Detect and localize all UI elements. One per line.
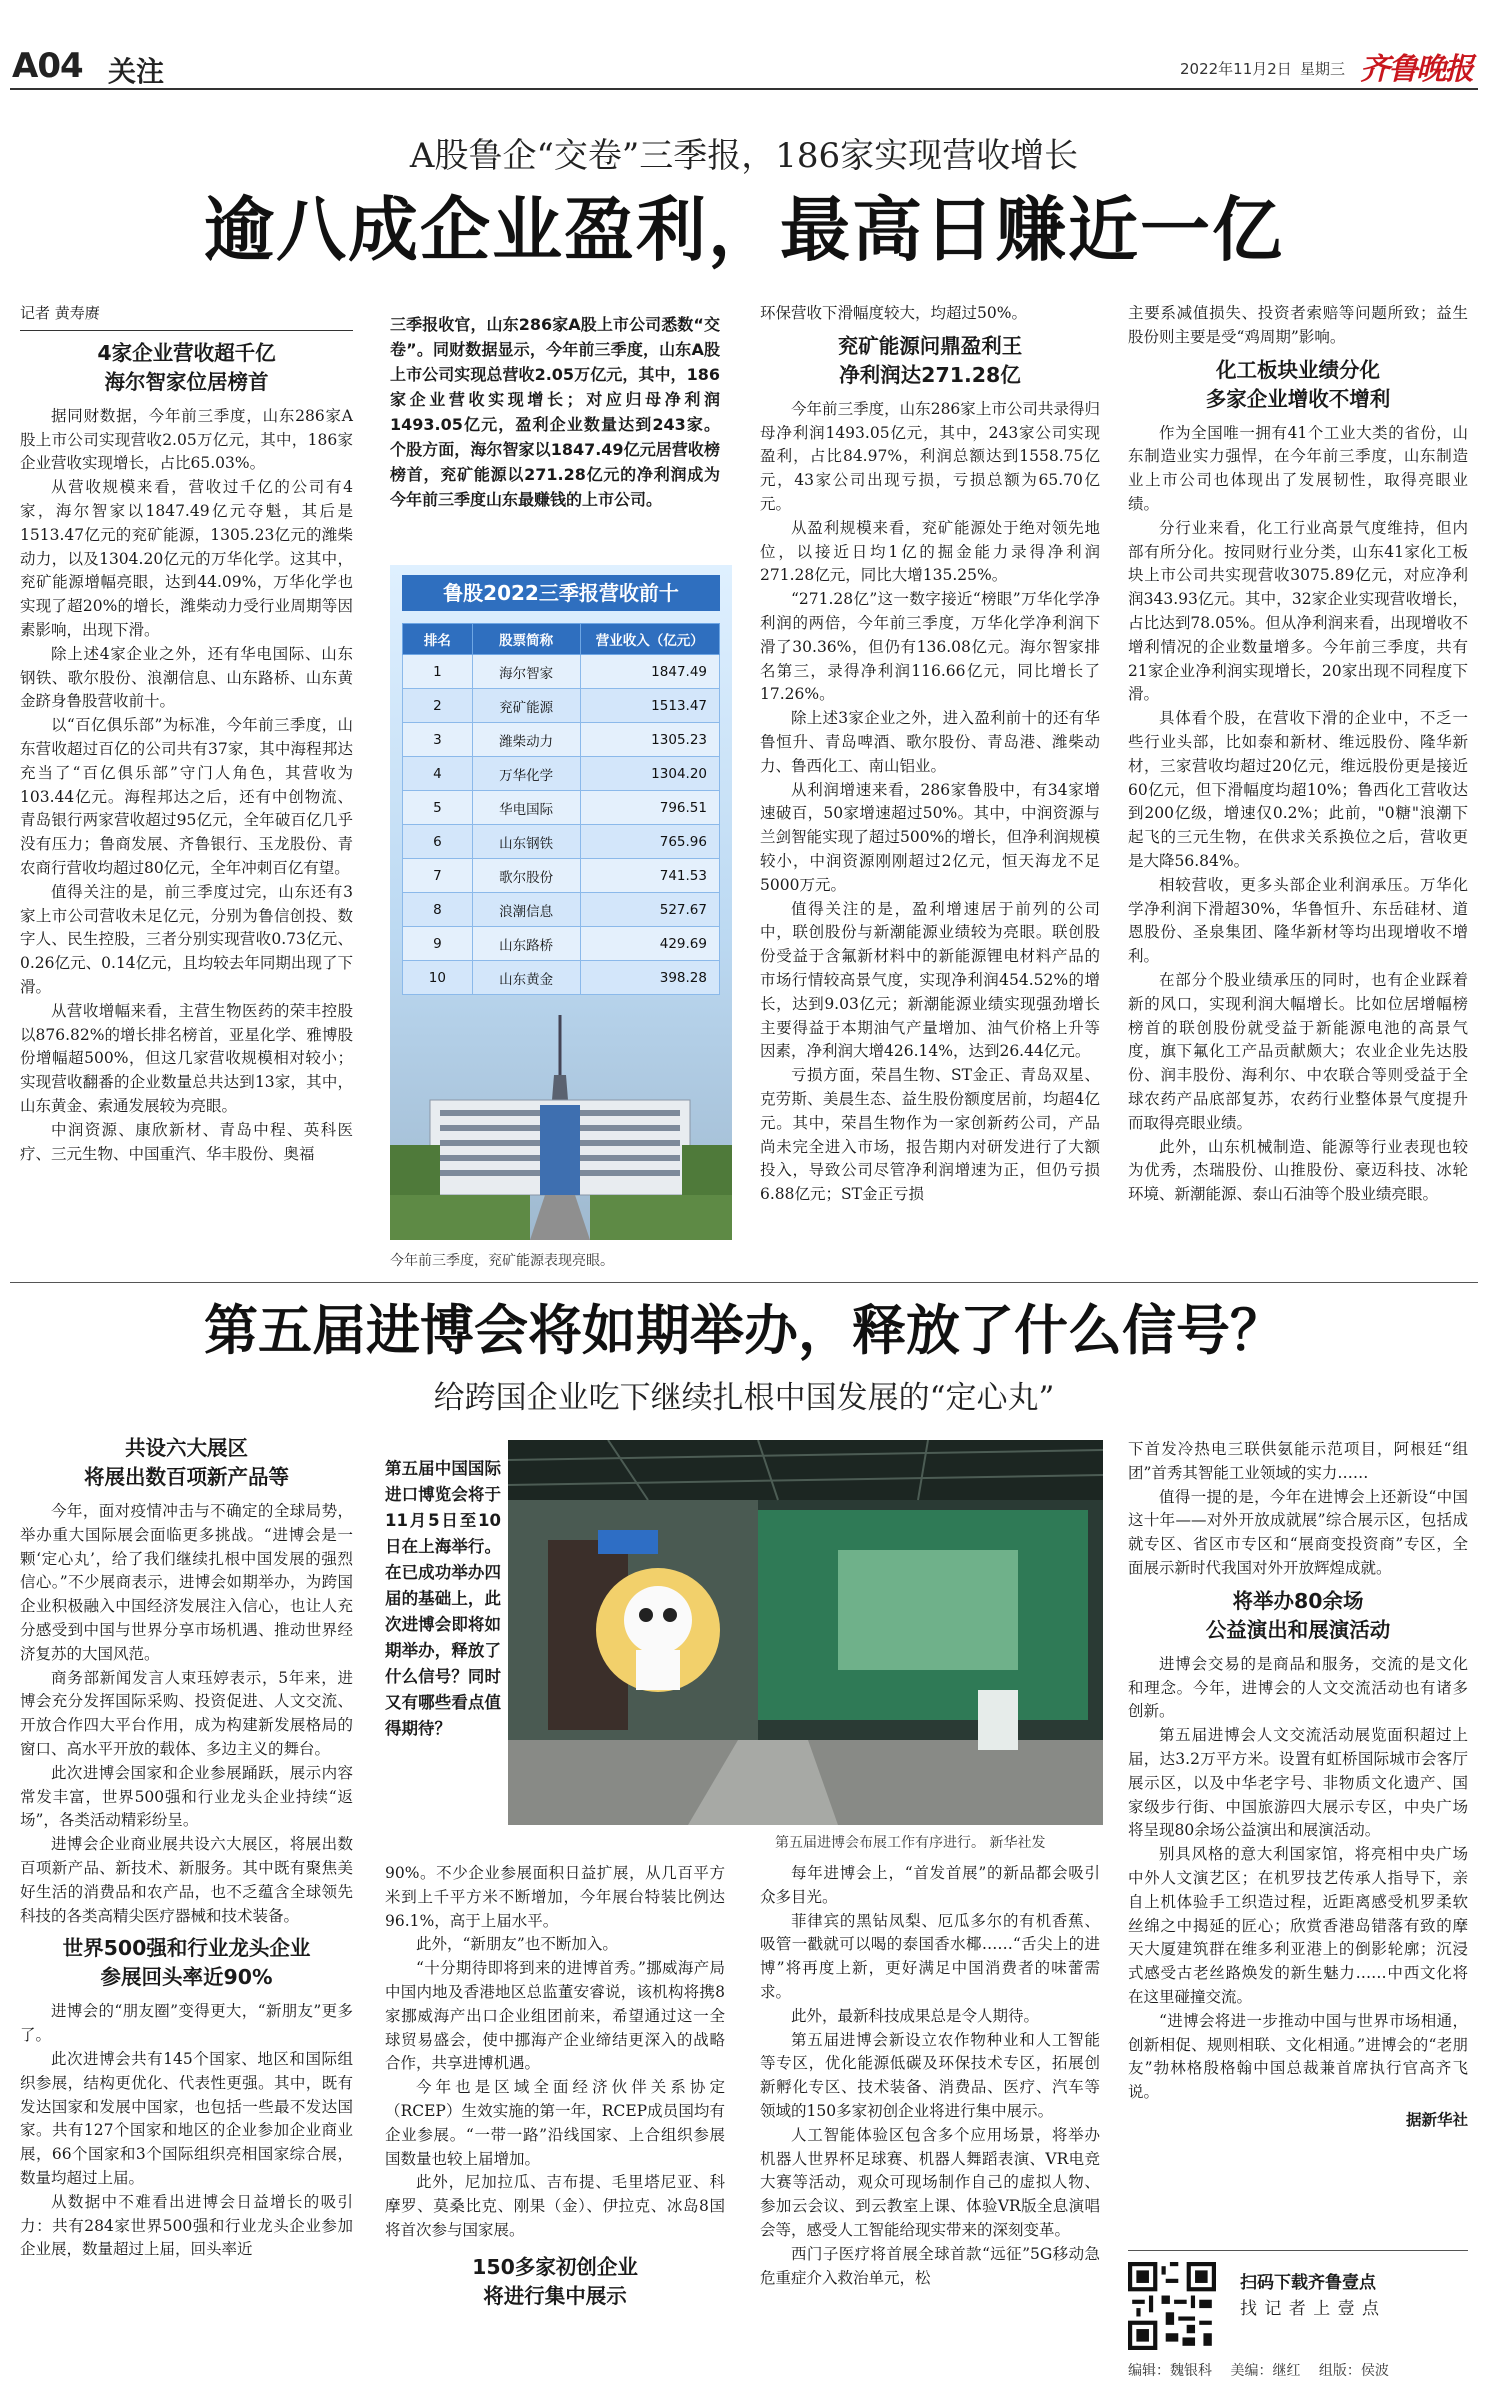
paragraph: 值得关注的是，盈利增速居于前列的公司中，联创股份与新潮能源业绩较为亮眼。联创股份受益于含氟新材料中的新能源锂电材料产品的市场行情较高景气度，实现净利润454.52%的增长，达到9.03亿元；新潮能源业绩实现强劲增长主要得益于本期油气产量增加、油气价格上升等因素，净利润大增426.14%，达到26.44亿元。	[760, 899, 1100, 1061]
paragraph: 值得一提的是，今年在进博会上还新设“中国这十年——对外开放成就展”综合展示区，包括成就专区、省区市专区和“展商变投资商”专区，全面展示新时代我国对外开放辉煌成就。	[1128, 1487, 1468, 1577]
story2-column-1	[20, 1428, 353, 2262]
story2-column-2	[385, 1862, 725, 2319]
story1-subhead-2: 兖矿能源问鼎盈利王 净利润达271.28亿	[837, 333, 1023, 387]
story1-headline: 逾八成企业盈利，最高日赚近一亿	[204, 188, 1284, 271]
table-row: 7 歌尔股份 741.53	[403, 859, 720, 893]
story1-subhead-3: 化工板块业绩分化 多家企业增收不增利	[1205, 357, 1391, 411]
paragraph: 中润资源、康欣新材、青岛中程、英科医疗、三元生物、中国重汽、华丰股份、奥福	[20, 1120, 353, 1163]
paragraph: 环保营收下滑幅度较大，均超过50%。	[760, 304, 1027, 322]
paragraph: 西门子医疗将首展全球首款“远征”5G移动急危重症介入救治单元，松	[760, 2244, 1100, 2287]
photo-caption: 第五届进博会布展工作有序进行。 新华社发	[775, 1835, 1046, 1851]
story-divider	[10, 1282, 1478, 1283]
table-title: 鲁股2022三季报营收前十	[402, 575, 720, 611]
section-name: 关注	[108, 55, 165, 88]
paragraph: 进博会交易的是商品和服务，交流的是文化和理念。今年，进博会的人文交流活动也有诸多创新。	[1128, 1654, 1468, 1721]
paragraph: 人工智能体验区包含多个应用场景，将举办机器人世界杯足球赛、机器人舞蹈表演、VR电竞大赛等活动，观众可现场制作自己的虚拟人物、参加云会议、到云教室上课、体验VR版全息演唱会等，感受人工智能给现实带来的深刻变革。	[760, 2125, 1100, 2239]
paper-logo: 齐鲁晚报	[1360, 52, 1472, 87]
table-row: 6 山东钢铁 765.96	[403, 825, 720, 859]
paragraph: 此次进博会国家和企业参展踊跃，展示内容常发丰富，世界500强和行业龙头企业持续“返场”，各类活动精彩纷呈。	[20, 1763, 353, 1830]
paragraph: 下首发冷热电三联供氨能示范项目，阿根廷“组团”首秀其智能工业领域的实力……	[1128, 1440, 1468, 1482]
story2-headline: 第五届进博会将如期举办，释放了什么信号？	[204, 1298, 1284, 1362]
footer-rule	[1128, 2250, 1468, 2251]
paragraph: 从利润增速来看，286家鲁股中，有34家增速破百，50家增速超过50%。其中，中润资源与兰剑智能实现了超过500%的增长，但净利润规模较小，中润资源刚刚超过2亿元，恒天海龙不足5000万元。	[760, 780, 1100, 894]
story2-subhead-4: 将举办80余场 公益演出和展演活动	[1205, 1588, 1391, 1642]
column-header: 排名	[403, 624, 473, 655]
paragraph: 除上述3家企业之外，进入盈利前十的还有华鲁恒升、青岛啤酒、歌尔股份、青岛港、潍柴动力、鲁西化工、南山铝业。	[760, 709, 1100, 775]
story1-lead: 三季报收官，山东286家A股上市公司悉数“交卷”。同财数据显示，今年前三季度，山东A股上市公司实现总营收2.05万亿元，其中，186家企业营收实现增长；对应归母净利润1493.05亿元，盈利企业数量达到243家。个股方面，海尔智家以1847.49亿元居营收榜榜首，兖矿能源以271.28亿元的净利润成为今年前三季度山东最赚钱的上市公司。	[390, 315, 720, 509]
issue-date: 2022年11月2日	[1180, 60, 1292, 78]
table-row: 5 华电国际 796.51	[403, 791, 720, 825]
paragraph: 从数据中不难看出进博会日益增长的吸引力：共有284家世界500强和行业龙头企业参加企业展，数量超过上届，回头率近	[20, 2192, 353, 2259]
paragraph: 此次进博会共有145个国家、地区和国际组织参展，结构更优化、代表性更强。其中，既有发达国家和发展中国家，也包括一些最不发达国家。共有127个国家和地区的企业参加企业商业展，66个国家和3个国际组织亮相国家综合展，数量均超过上届。	[20, 2049, 353, 2187]
story2-subhead-2: 世界500强和行业龙头企业 参展回头率近90%	[62, 1936, 311, 1990]
paragraph: 除上述4家企业之外，还有华电国际、山东钢铁、歌尔股份、浪潮信息、山东路桥、山东黄金跻身鲁股营收前十。	[20, 644, 353, 711]
expo-hall-photo	[508, 1440, 1103, 1825]
paragraph: 今年也是区域全面经济伙伴关系协定（RCEP）生效实施的第一年，RCEP成员国均有企业参展。“一带一路”沿线国家、上合组织参展国数量也较上届增加。	[385, 2078, 725, 2168]
revenue-top10-table	[402, 623, 720, 995]
source-credit: 据新华社	[1405, 2110, 1468, 2129]
paragraph: 作为全国唯一拥有41个工业大类的省份，山东制造业实力强悍，在今年前三季度，山东制造业上市公司也体现出了发展韧性，取得亮眼业绩。	[1128, 423, 1468, 513]
paragraph: 此外，山东机械制造、能源等行业表现也较为优秀，杰瑞股份、山推股份、豪迈科技、冰轮环境、新潮能源、泰山石油等个股业绩亮眼。	[1128, 1137, 1468, 1204]
table-row: 2 兖矿能源 1513.47	[403, 689, 720, 723]
table-row: 3 潍柴动力 1305.23	[403, 723, 720, 757]
table-row: 10 山东黄金 398.28	[403, 961, 720, 995]
photo-caption: 今年前三季度，兖矿能源表现亮眼。	[390, 1253, 614, 1269]
paragraph: 商务部新闻发言人束珏婷表示，5年来，进博会充分发挥国际采购、投资促进、人文交流、开放合作四大平台作用，成为构建新发展格局的窗口、高水平开放的载体、多边主义的舞台。	[20, 1668, 353, 1758]
paragraph: 此外，“新朋友”也不断加入。	[416, 1935, 618, 1954]
paragraph: 别具风格的意大利国家馆，将亮相中央广场中外人文演艺区；在机罗技艺传承人指导下，亲自上机体验手工织造过程，近距离感受机罗柔软丝绵之中揭延的匠心；欣赏香港岛错落有致的摩天大厦建筑群在维多利亚港上的倒影轮廓；沉浸式感受古老丝路焕发的新生魅力……中西文化将在这里碰撞交流。	[1128, 1845, 1468, 2006]
table-row: 1 海尔智家 1847.49	[403, 655, 720, 689]
column-header: 营业收入（亿元）	[580, 624, 720, 655]
story2-column-3	[760, 1862, 1100, 2290]
paragraph: 分行业来看，化工行业高景气度维持，但内部有所分化。按同财行业分类，山东41家化工板块上市公司共实现营收3075.89亿元，对应净利润343.93亿元。其中，32家企业实现营收增长，占比达到78.05%。但从净利润来看，出现增收不增利情况的企业数量增多。今年前三季度，共有21家企业净利润实现增长，20家出现不同程度下滑。	[1128, 518, 1468, 704]
story1-byline: 记者 黄寿赓	[20, 302, 353, 331]
paragraph: 相较营收，更多头部企业利润承压。万华化学净利润下滑超30%，华鲁恒升、东岳硅材、道恩股份、圣泉集团、隆华新材等均出现增收不增利。	[1128, 875, 1468, 966]
paragraph: 90%。不少企业参展面积日益扩展，从几百平方米到上千平方米不断增加，今年展台特装比例达96.1%，高于上届水平。	[385, 1864, 725, 1930]
issue-weekday: 星期三	[1300, 60, 1346, 78]
table-row: 4 万华化学 1304.20	[403, 757, 720, 791]
story2-subhead-1: 共设六大展区 将展出数百项新产品等	[84, 1436, 289, 1489]
paragraph: 菲律宾的黑钻凤梨、厄瓜多尔的有机香蕉、吸管一戳就可以喝的泰国香水椰……“舌尖上的进博”将再度上新，更好满足中国消费者的味蕾需求。	[760, 1911, 1100, 2001]
company-building-photo	[390, 1005, 732, 1240]
story2-column-4	[1128, 1438, 1468, 2133]
story1-column-1	[20, 302, 353, 1166]
paragraph: 此外，最新科技成果总是令人期待。	[791, 2006, 1040, 2025]
story2-subhead-3: 150多家初创企业 将进行集中展示	[472, 2254, 638, 2308]
story2-kicker: 给跨国企业吃下继续扎根中国发展的“定心丸”	[433, 1380, 1055, 1416]
paragraph: 从营收增幅来看，主营生物医药的荣丰控股以876.82%的增长排名榜首，亚星化学、雅博股份增幅超500%，但这几家营收规模相对较小；实现营收翻番的企业数量总共达到13家，其中，山东黄金、索通发展较为亮眼。	[20, 1001, 353, 1115]
paragraph: 第五届进博会新设立农作物种业和人工智能等专区，优化能源低碳及环保技术专区，拓展创新孵化专区、技术装备、消费品、医疗、汽车等领域的150多家初创企业将进行集中展示。	[760, 2030, 1100, 2120]
staff-credits: 编辑：魏银科 美编：继红 组版：侯波	[1128, 2363, 1389, 2379]
paragraph: 进博会的“朋友圈”变得更大，“新朋友”更多了。	[20, 2002, 353, 2045]
table-row: 9 山东路桥 429.69	[403, 927, 720, 961]
story1-column-4	[1128, 302, 1468, 1207]
paragraph: 今年，面对疫情冲击与不确定的全球局势，举办重大国际展会面临更多挑战。“进博会是一颗‘定心丸’，给了我们继续扎根中国发展的强烈信心。”不少展商表示，进博会如期举办，为跨国企业积极融入中国经济发展注入信心，也让人充分感受到中国与世界分享市场机遇、推动世界经济复苏的大国风范。	[20, 1502, 353, 1663]
paragraph: 亏损方面，荣昌生物、ST金正、青岛双星、克劳斯、美晨生态、益生股份额度居前，均超4亿元。其中，荣昌生物作为一家创新药公司，产品尚未完全进入市场，报告期内对研发进行了大额投入，导致公司尽管净利润增速为正，但仍亏损6.88亿元；ST金正亏损	[760, 1066, 1100, 1204]
paragraph: “十分期待即将到来的进博首秀。”挪威海产局中国内地及香港地区总监董安睿说，该机构将携8家挪威海产出口企业组团前来，希望通过这一全球贸易盛会，使中挪海产企业缔结更深入的战略合作，共享进博机遇。	[385, 1959, 725, 2073]
paragraph: 据同财数据，今年前三季度，山东286家A股上市公司实现营收2.05万亿元，其中，186家企业营收实现增长，占比65.03%。	[20, 406, 353, 473]
paragraph: 以“百亿俱乐部”为标准，今年前三季度，山东营收超过百亿的公司共有37家，其中海程邦达充当了“百亿俱乐部”守门人角色，其营收为103.44亿元。海程邦达之后，还有中创物流、青岛银行两家营收超过95亿元，全年破百亿几乎没有压力；鲁商发展、齐鲁银行、玉龙股份、青农商行营收均超过80亿元，全年冲刺百亿有望。	[20, 716, 353, 877]
story1-lead-box	[390, 312, 720, 512]
page-number: A04	[12, 46, 83, 86]
paragraph: 第五届进博会人文交流活动展览面积超过上届，达3.2万平方米。设置有虹桥国际城市会客厅展示区，以及中华老字号、非物质文化遗产、国家级步行街、中国旅游四大展示专区，中央广场将呈现80余场公益演出和展演活动。	[1128, 1726, 1468, 1840]
paragraph: 今年前三季度，山东286家上市公司共录得归母净利润1493.05亿元，其中，243家公司实现盈利，占比84.97%，利润总额达到1558.75亿元，43家公司出现亏损，亏损总额为65.70亿元。	[760, 399, 1100, 513]
paragraph: “进博会将进一步推动中国与世界市场相通，创新相促、规则相联、文化相通。”进博会的“老朋友”勃林格殷格翰中国总裁兼首席执行官高齐飞说。	[1128, 2011, 1468, 2102]
header-rule	[10, 88, 1478, 90]
paragraph: 进博会企业商业展共设六大展区，将展出数百项新产品、新技术、新服务。其中既有聚焦美好生活的消费品和农产品，也不乏蕴含全球领先科技的各类高精尖医疗器械和技术装备。	[20, 1835, 353, 1925]
paragraph: 主要系减值损失、投资者索赔等问题所致；益生股份则主要是受“鸡周期”影响。	[1128, 304, 1468, 346]
paragraph: 从盈利规模来看，兖矿能源处于绝对领先地位，以接近日均1亿的掘金能力录得净利润271.28亿元，同比大增135.25%。	[760, 518, 1100, 585]
qr-caption: 扫码下载齐鲁壹点 找 记 者 上 壹 点	[1240, 2273, 1381, 2319]
table-header-row	[403, 624, 720, 655]
paragraph: 此外，尼加拉瓜、吉布提、毛里塔尼亚、科摩罗、莫桑比克、刚果（金）、伊拉克、冰岛8国将首次参与国家展。	[385, 2173, 725, 2239]
paragraph: 在部分个股业绩承压的同时，也有企业踩着新的风口，实现利润大幅增长。比如位居增幅榜榜首的联创股份就受益于新能源电池的高景气度，旗下氟化工产品贡献颇大；农业企业先达股份、润丰股份、海利尔、中农联合等则受益于全球农药产品底部复苏，农药行业整体景气度提升而取得亮眼业绩。	[1128, 970, 1468, 1132]
revenue-top10-panel	[390, 565, 732, 1240]
story1-column-3	[760, 302, 1100, 1207]
story1-kicker: A股鲁企“交卷”三季报，186家实现营收增长	[409, 136, 1079, 176]
paragraph: 值得关注的是，前三季度过完，山东还有3家上市公司营收未足亿元，分别为鲁信创投、数字人、民生控股，三者分别实现营收0.73亿元、0.26亿元、0.14亿元，且均较去年同期出现了下滑。	[20, 882, 353, 996]
story1-subhead-1: 4家企业营收超千亿 海尔智家位居榜首	[97, 340, 276, 394]
paragraph: 每年进博会上，“首发首展”的新品都会吸引众多目光。	[760, 1864, 1100, 1906]
paragraph: 从营收规模来看，营收过千亿的公司有4家，海尔智家以1847.49亿元夺魁，其后是1513.47亿元的兖矿能源，1305.23亿元的潍柴动力，以及1304.20亿元的万华化学。这其中，兖矿能源增幅亮眼，达到44.09%，万华化学也实现了超20%的增长，潍柴动力受行业周期等因素影响，出现下滑。	[20, 478, 353, 639]
paragraph: 具体看个股，在营收下滑的企业中，不乏一些行业头部，比如泰和新材、维远股份、隆华新材，三家营收均超过20亿元，维远股份更是接近60亿元，但下滑幅度均超10%；鲁西化工营收达到200亿级，增速仅0.2%；此前，"0糖"浪潮下起飞的三元生物，在供求关系换位之后，营收更是大降56.84%。	[1128, 709, 1468, 870]
story2-lead: 第五届中国国际进口博览会将于11月5日至10日在上海举行。在已成功举办四届的基础上，此次进博会即将如期举办，释放了什么信号？同时又有哪些看点值得期待？	[385, 1459, 501, 1738]
table-row: 8 浪潮信息 527.67	[403, 893, 720, 927]
paragraph: “271.28亿”这一数字接近“榜眼”万华化学净利润的两倍，今年前三季度，万华化学净利润下滑了30.36%，但仍有136.08亿元。海尔智家排名第三，录得净利润116.66亿元，同比增长了17.26%。	[760, 590, 1100, 704]
qr-code-icon[interactable]	[1128, 2262, 1216, 2350]
column-header: 股票简称	[472, 624, 580, 655]
